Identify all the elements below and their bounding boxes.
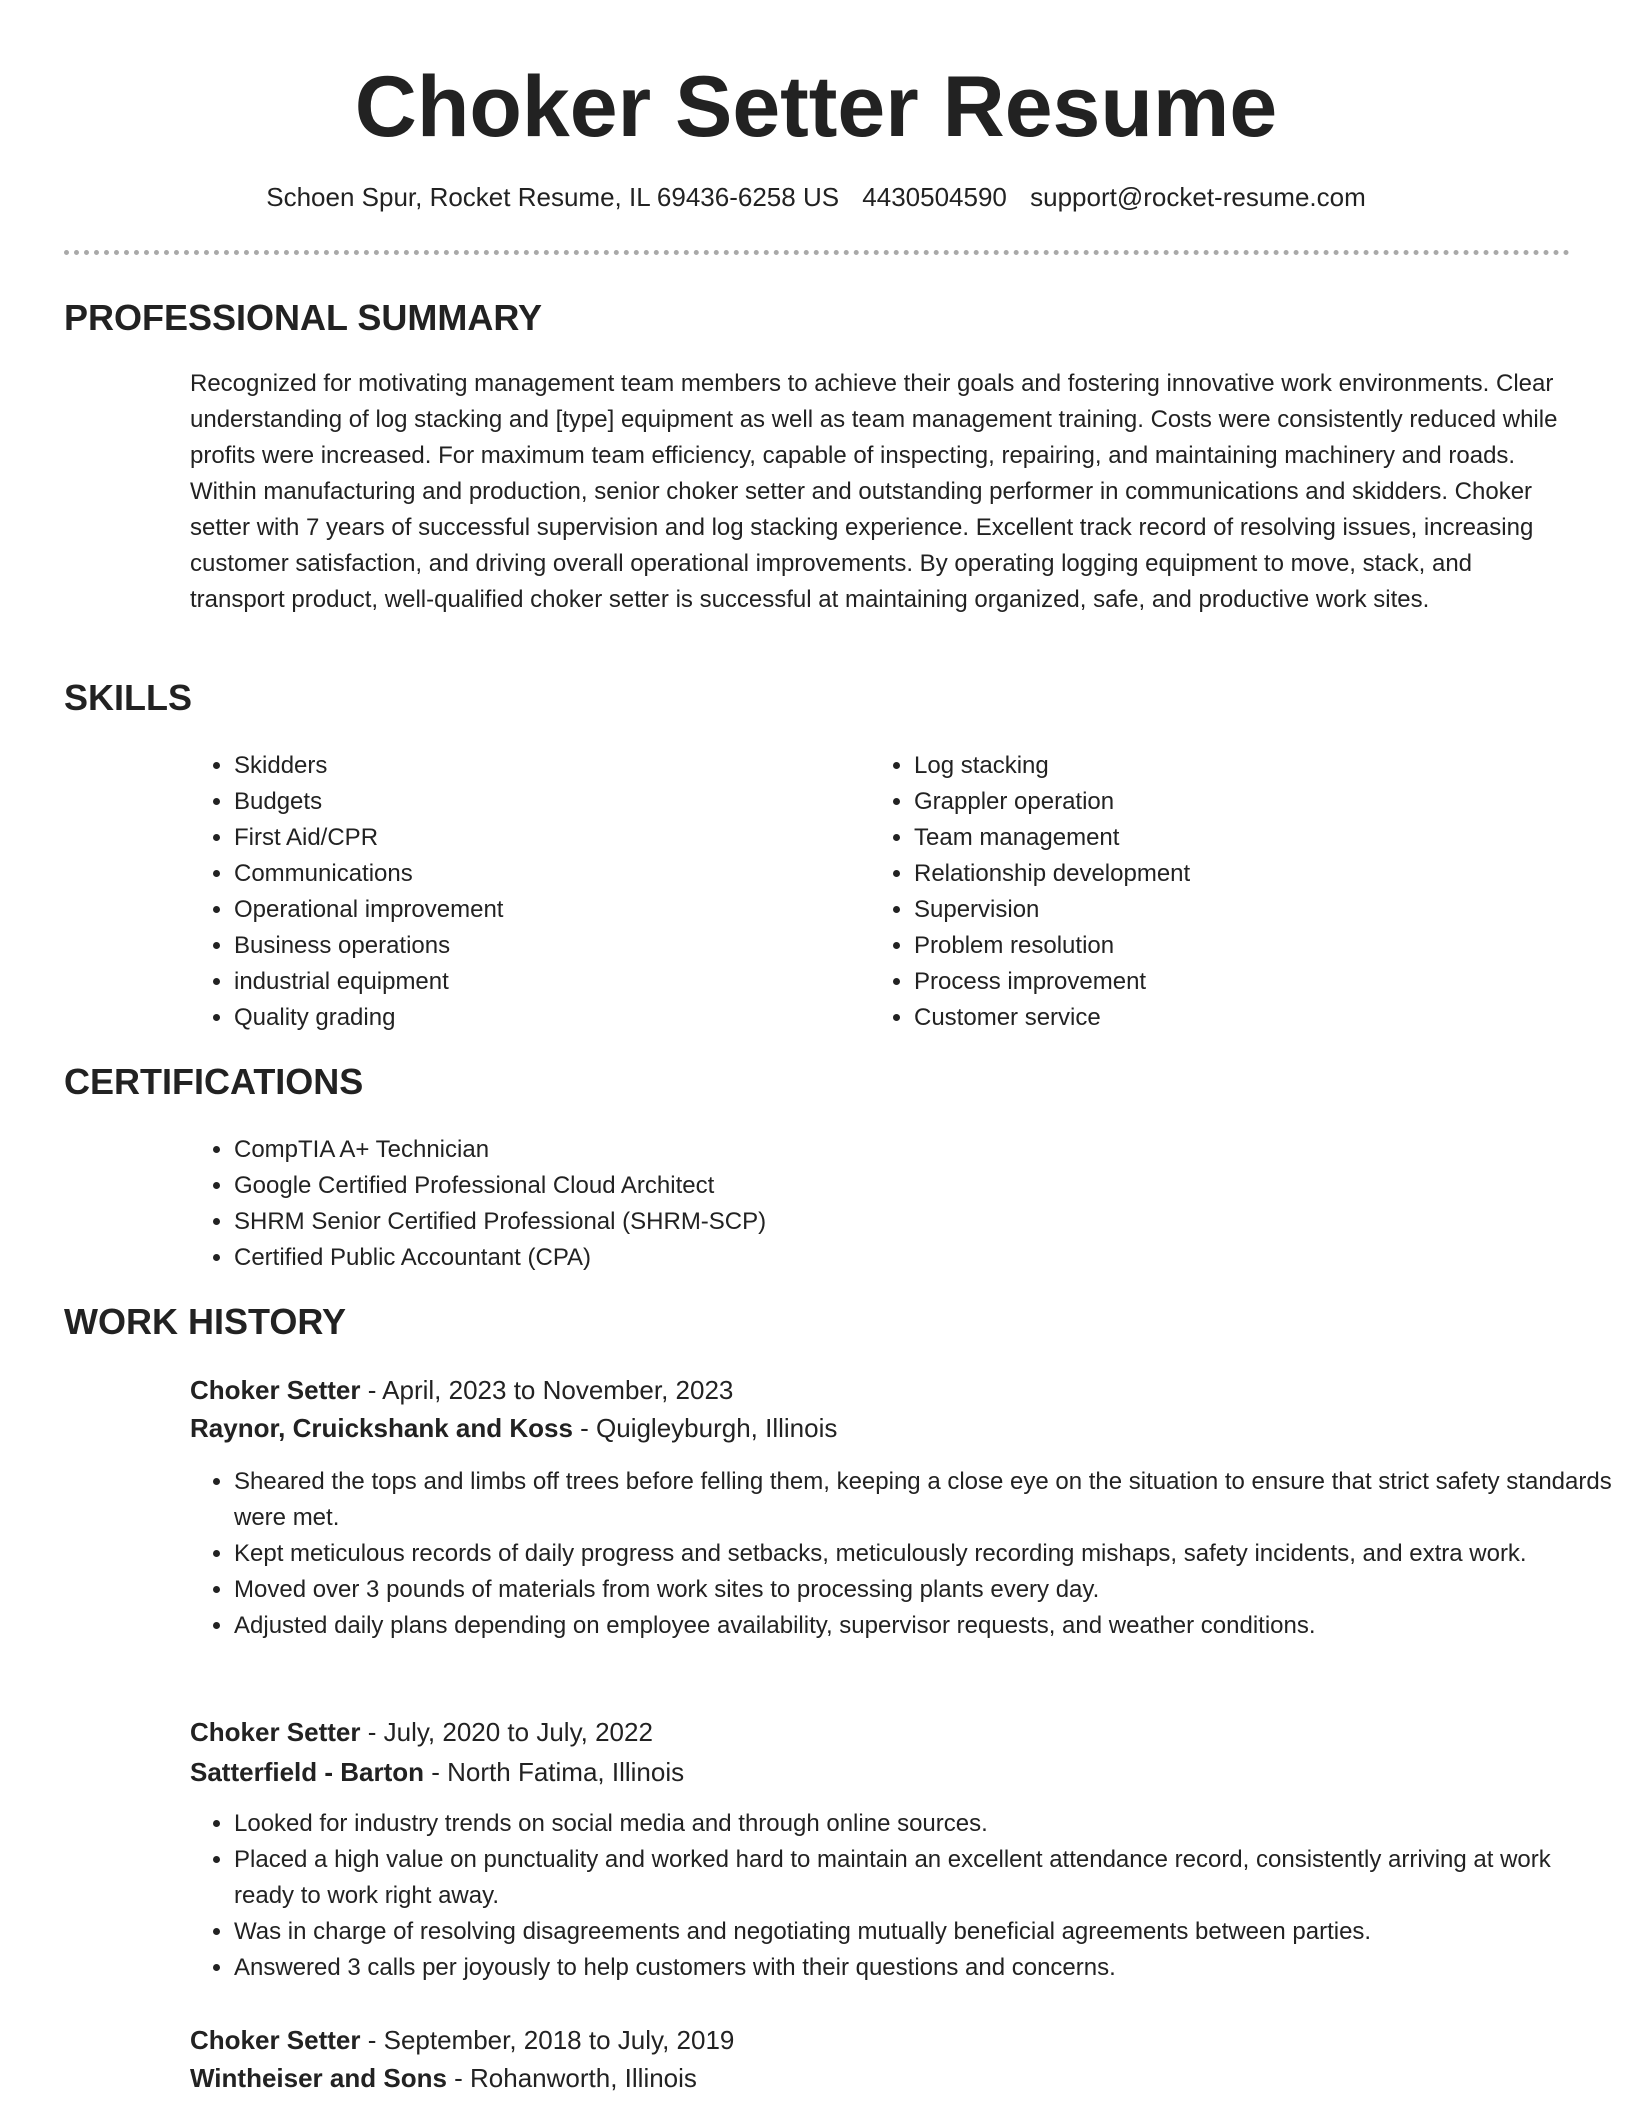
job-title-line [190, 1372, 733, 1408]
job-company-line [190, 1754, 684, 1790]
job-location: - Rohanworth, Illinois [446, 2063, 697, 2093]
skill-item: • Supervision [914, 892, 1554, 928]
job-bullet: • Adjusted daily plans depending on employee availability, supervisor requests, and weather conditions. [234, 1608, 1614, 1644]
skill-item: • Budgets [234, 784, 874, 820]
certification-item: • Google Certified Professional Cloud Architect [234, 1168, 1234, 1204]
skill-item: • Business operations [234, 928, 874, 964]
contact-address: Schoen Spur, Rocket Resume, IL 69436-6258 US [266, 182, 840, 212]
job-bullet: • Was in charge of resolving disagreements and negotiating mutually beneficial agreements between parties. [234, 1914, 1614, 1950]
skills-list-left [190, 748, 874, 1036]
summary-text: Recognized for motivating management team members to achieve their goals and fostering innovative work environments. Clear understanding of log stacking and [type] equipment as well as team management training. Costs were consistently reduced while profits were increased. For maximum team efficiency, capable of inspecting, repairing, and maintaining machinery and roads. Within manufacturing and production, senior choker setter and outstanding performer in communications and skidders. Choker setter with 7 years of successful supervision and log stacking experience. Excellent track record of resolving issues, increasing customer satisfaction, and driving overall operational improvements. By operating logging equipment to move, stack, and transport product, well-qualified choker setter is successful at maintaining organized, safe, and productive work sites. [190, 370, 1558, 613]
skill-item: • Log stacking [914, 748, 1554, 784]
skills-heading: SKILLS [64, 677, 193, 718]
header-divider [64, 250, 1570, 255]
job-company-line [190, 1410, 837, 1446]
job-title: Choker Setter [190, 1717, 361, 1747]
job-title: Choker Setter [190, 1375, 361, 1405]
job-bullet: • Kept meticulous records of daily progress and setbacks, meticulously recording mishaps, safety incidents, and extra work. [234, 1536, 1614, 1572]
job-company: Wintheiser and Sons [190, 2063, 447, 2093]
contact-phone: 4430504590 [862, 182, 1007, 212]
job-bullet: • Sheared the tops and limbs off trees before felling them, keeping a close eye on the situation to ensure that strict safety standards were met. [234, 1464, 1614, 1536]
skill-item: • First Aid/CPR [234, 820, 874, 856]
job-dates: - September, 2018 to July, 2019 [360, 2025, 735, 2055]
skill-item: • Relationship development [914, 856, 1554, 892]
skill-item: • Communications [234, 856, 874, 892]
work-history-heading: WORK HISTORY [64, 1301, 347, 1342]
skill-item: • Team management [914, 820, 1554, 856]
skill-item: • Grappler operation [914, 784, 1554, 820]
skill-item: • Problem resolution [914, 928, 1554, 964]
skills-list-right [870, 748, 1554, 1036]
skill-item: • Customer service [914, 1000, 1554, 1036]
job-dates: - July, 2020 to July, 2022 [360, 1717, 653, 1747]
job-bullets [190, 1464, 1614, 1644]
job-company: Satterfield - Barton [190, 1757, 425, 1787]
job-company-line [190, 2060, 697, 2096]
certification-item: • SHRM Senior Certified Professional (SHRM-SCP) [234, 1204, 1234, 1240]
certifications-list [190, 1132, 1234, 1276]
job-bullet: • Answered 3 calls per joyously to help customers with their questions and concerns. [234, 1950, 1614, 1986]
contact-line [0, 180, 1632, 214]
job-title: Choker Setter [190, 2025, 361, 2055]
job-location: - Quigleyburgh, Illinois [572, 1413, 838, 1443]
skill-item: • Operational improvement [234, 892, 874, 928]
skill-item: • Skidders [234, 748, 874, 784]
summary-heading: PROFESSIONAL SUMMARY [64, 297, 543, 338]
job-bullets [190, 1806, 1614, 1986]
job-bullet: • Looked for industry trends on social media and through online sources. [234, 1806, 1614, 1842]
resume-title: Choker Setter Resume [354, 59, 1278, 155]
job-title-line [190, 1714, 653, 1750]
job-title-line [190, 2022, 734, 2058]
certification-item: • CompTIA A+ Technician [234, 1132, 1234, 1168]
contact-email: support@rocket-resume.com [1030, 182, 1366, 212]
job-company: Raynor, Cruickshank and Koss [190, 1413, 573, 1443]
job-location: - North Fatima, Illinois [424, 1757, 685, 1787]
certification-item: • Certified Public Accountant (CPA) [234, 1240, 1234, 1276]
job-bullet: • Moved over 3 pounds of materials from work sites to processing plants every day. [234, 1572, 1614, 1608]
skill-item: • industrial equipment [234, 964, 874, 1000]
certifications-heading: CERTIFICATIONS [64, 1061, 364, 1102]
skill-item: • Process improvement [914, 964, 1554, 1000]
skill-item: • Quality grading [234, 1000, 874, 1036]
job-dates: - April, 2023 to November, 2023 [360, 1375, 734, 1405]
job-bullet: • Placed a high value on punctuality and worked hard to maintain an excellent attendance record, consistently arriving at work ready to work right away. [234, 1842, 1614, 1914]
